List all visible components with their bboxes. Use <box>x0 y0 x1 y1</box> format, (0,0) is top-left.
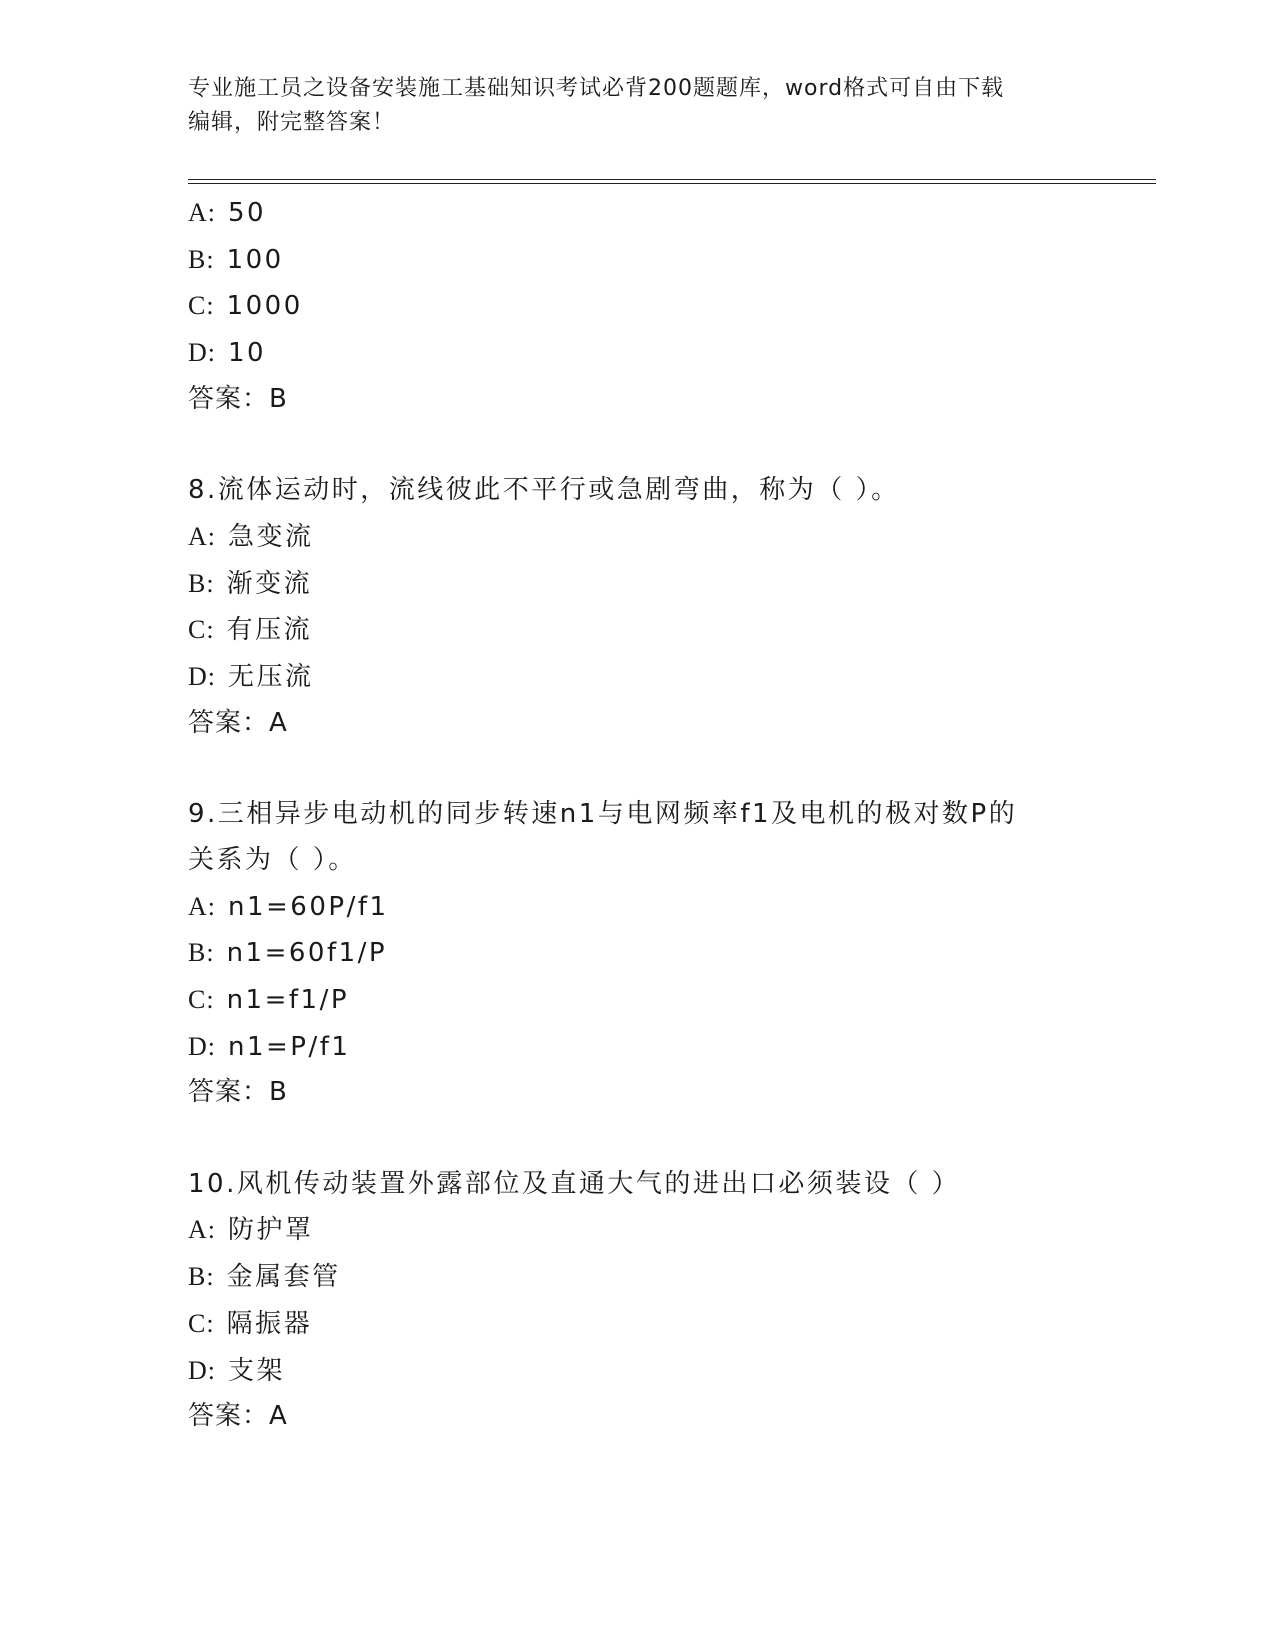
answer: 答案：B <box>188 1077 288 1108</box>
question-8 <box>188 468 1088 746</box>
answer: 答案：A <box>188 707 288 738</box>
question-10 <box>188 1162 1088 1440</box>
document-header <box>188 72 1068 140</box>
question-9 <box>188 792 1088 1116</box>
answer: 答案：A <box>188 1401 288 1432</box>
option-d: D: 无压流 <box>188 662 314 693</box>
option-b: B: n1=60f1/P <box>188 938 388 969</box>
option-c: C: 隔振器 <box>188 1308 313 1339</box>
header-title-line-2: 编辑，附完整答案！ <box>188 110 396 135</box>
option-c: C: n1=f1/P <box>188 984 350 1015</box>
question-stem-line-2: 关系为（ ）。 <box>188 844 357 875</box>
option-a: A: 50 <box>188 198 267 228</box>
question-stem: 10.风机传动装置外露部位及直通大气的进出口必须装设（ ） <box>188 1168 961 1199</box>
answer-letter: A <box>269 707 288 738</box>
option-b: B: 金属套管 <box>188 1262 341 1293</box>
header-title-line-1: 专业施工员之设备安装施工基础知识考试必背200题题库，word格式可自由下载 <box>188 76 1005 101</box>
header-divider-top <box>188 179 1156 180</box>
option-c: C: 1000 <box>188 291 303 322</box>
option-d: D: 10 <box>188 338 267 369</box>
question-7 <box>188 190 1088 423</box>
option-b: B: 100 <box>188 244 284 275</box>
question-stem-line-1: 9.三相异步电动机的同步转速n1与电网频率f1及电机的极对数P的 <box>188 799 1018 830</box>
spacer <box>188 423 1088 469</box>
option-c: C: 有压流 <box>188 615 313 646</box>
question-stem: 8.流体运动时，流线彼此不平行或急剧弯曲，称为（ ）。 <box>188 475 900 506</box>
spacer <box>188 746 1088 792</box>
spacer <box>188 1116 1088 1162</box>
option-a: A: 急变流 <box>188 521 314 552</box>
answer-letter: B <box>269 383 288 414</box>
option-a: A: 防护罩 <box>188 1215 314 1246</box>
option-a: A: n1=60P/f1 <box>188 891 389 922</box>
option-d: D: n1=P/f1 <box>188 1031 351 1062</box>
answer-letter: A <box>269 1401 288 1432</box>
answer-letter: B <box>269 1077 288 1108</box>
option-d: D: 支架 <box>188 1355 286 1386</box>
question-list <box>188 190 1088 1440</box>
answer: 答案：B <box>188 383 288 414</box>
header-divider-bottom <box>188 183 1156 184</box>
option-b: B: 渐变流 <box>188 568 313 599</box>
